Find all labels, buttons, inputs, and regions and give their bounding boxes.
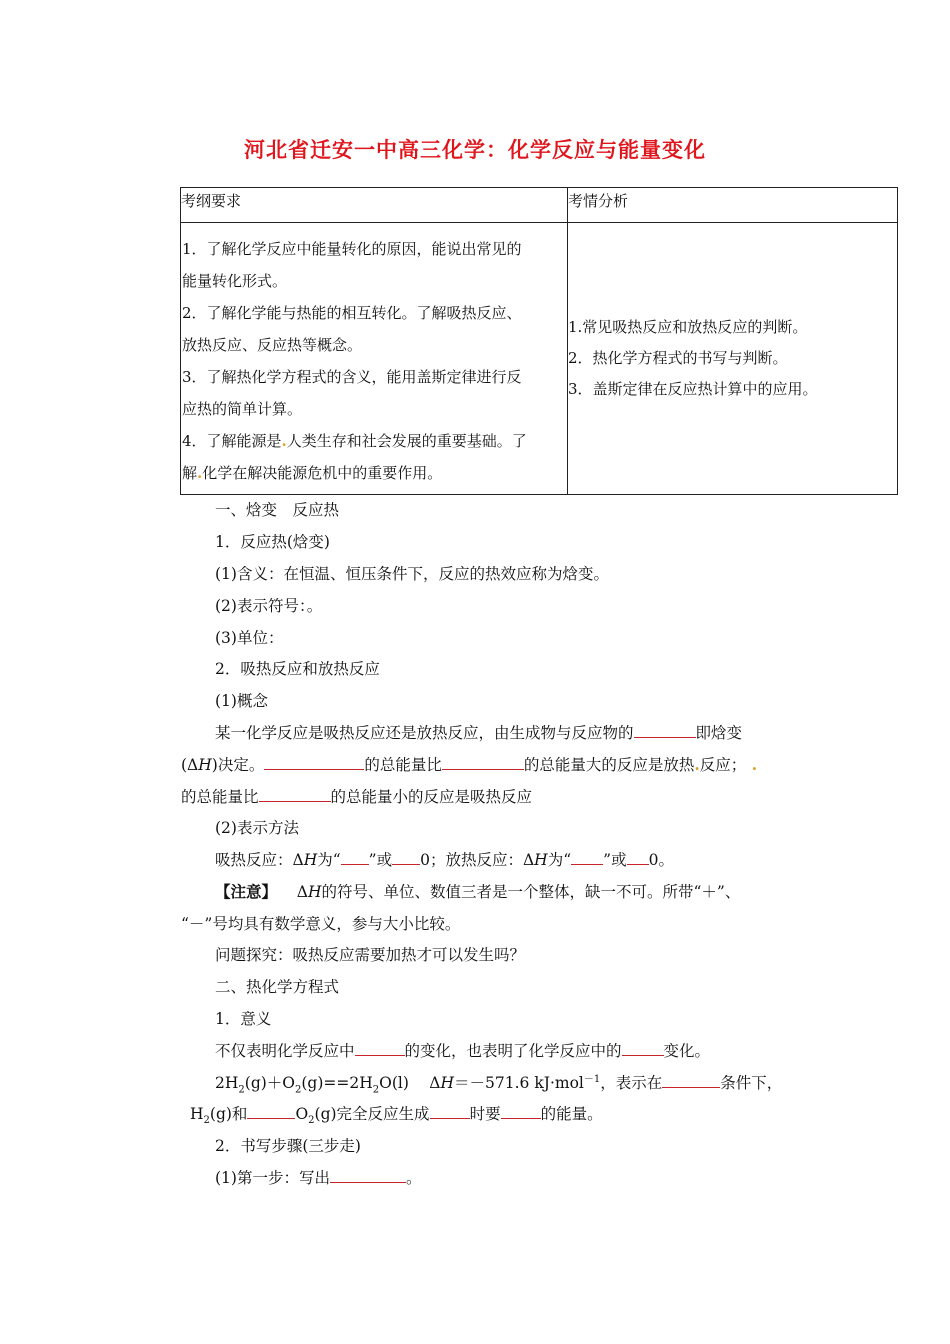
analysis-cell bbox=[568, 223, 898, 495]
requirements-cell bbox=[181, 223, 568, 495]
dot-mark: . bbox=[746, 755, 758, 774]
requirement-line: 4．了解能源是.人类生存和社会发展的重要基础。了 bbox=[182, 432, 527, 450]
fill-blank bbox=[622, 1039, 664, 1056]
fill-blank bbox=[571, 848, 603, 865]
requirement-line: 能量转化形式。 bbox=[182, 272, 288, 290]
equation-line: $2H_2(g)+O_2(g)==2H_2O(l)$ ΔH＝－571.6 kJ·mol$^{-1}$，表示在 条件下， bbox=[215, 1070, 782, 1095]
paragraph: (2)表示符号：。 bbox=[215, 597, 323, 615]
fill-blank bbox=[662, 1071, 720, 1088]
requirement-line: 3．了解热化学方程式的含义，能用盖斯定律进行反 bbox=[182, 368, 522, 386]
fill-blank bbox=[247, 1102, 295, 1119]
paragraph: (ΔH)决定。 的总能量比 的总能量大的反应是放热.反应； . bbox=[181, 755, 758, 774]
fill-blank bbox=[430, 1102, 470, 1119]
analysis-line: 2．热化学方程式的书写与判断。 bbox=[568, 349, 788, 367]
subheading: 1．意义 bbox=[215, 1010, 272, 1028]
fill-blank bbox=[355, 1039, 405, 1056]
dot-mark: . bbox=[197, 464, 203, 482]
analysis-line: 1.常见吸热反应和放热反应的判断。 bbox=[568, 318, 808, 336]
paragraph: (1)概念 bbox=[215, 692, 268, 710]
paragraph: 吸热反应：ΔH为“ ”或 0；放热反应：ΔH为“ ”或 0。 bbox=[215, 848, 674, 870]
page-title: 河北省迁安一中高三化学：化学反应与能量变化 bbox=[244, 138, 706, 162]
fill-blank bbox=[264, 753, 364, 770]
question: 问题探究：吸热反应需要加热才可以发生吗？ bbox=[215, 946, 526, 964]
dot-mark: . bbox=[281, 432, 287, 450]
requirement-line: 应热的简单计算。 bbox=[182, 400, 303, 418]
fill-blank bbox=[392, 848, 420, 865]
paragraph: 某一化学反应是吸热反应还是放热反应，由生成物与反应物的 即焓变 bbox=[215, 721, 742, 743]
requirement-line: 2．了解化学能与热能的相互转化。了解吸热反应、 bbox=[182, 304, 522, 322]
subheading: (2)表示方法 bbox=[215, 819, 299, 837]
fill-blank bbox=[634, 721, 696, 738]
requirement-line: 放热反应、反应热等概念。 bbox=[182, 336, 363, 354]
section-heading-2: 二、热化学方程式 bbox=[215, 978, 340, 996]
paragraph: $H_2(g)$和 $O_2(g)$完全反应生成 时要 的能量。 bbox=[190, 1102, 603, 1126]
fill-blank bbox=[259, 785, 331, 802]
requirement-line: 解.化学在解决能源危机中的重要作用。 bbox=[182, 464, 443, 482]
section-heading-1: 一、焓变 反应热 bbox=[215, 501, 340, 519]
note-paragraph: 【注意】 ΔH的符号、单位、数值三者是一个整体，缺一不可。所带“＋”、 bbox=[215, 882, 741, 901]
note-paragraph: “－”号均具有数学意义，参与大小比较。 bbox=[181, 915, 461, 933]
subheading: 2．吸热反应和放热反应 bbox=[215, 660, 380, 678]
analysis-line: 3．盖斯定律在反应热计算中的应用。 bbox=[568, 380, 818, 398]
paragraph: 的总能量比 的总能量小的反应是吸热反应 bbox=[181, 785, 532, 807]
paragraph: (1)含义：在恒温、恒压条件下，反应的热效应称为焓变。 bbox=[215, 565, 609, 583]
table-header-analysis: 考情分析 bbox=[568, 188, 898, 223]
fill-blank bbox=[330, 1166, 406, 1183]
requirements-table bbox=[180, 187, 898, 495]
fill-blank bbox=[341, 848, 369, 865]
paragraph: 不仅表明化学反应中 的变化，也表明了化学反应中的 变化。 bbox=[215, 1039, 710, 1061]
paragraph: (3)单位： bbox=[215, 629, 284, 647]
requirement-line: 1．了解化学反应中能量转化的原因，能说出常见的 bbox=[182, 240, 522, 258]
subheading: 2．书写步骤(三步走) bbox=[215, 1137, 361, 1155]
subheading: 1．反应热(焓变) bbox=[215, 533, 330, 551]
fill-blank bbox=[442, 753, 524, 770]
fill-blank bbox=[501, 1102, 541, 1119]
fill-blank bbox=[627, 848, 649, 865]
paragraph: (1)第一步：写出 。 bbox=[215, 1166, 421, 1188]
dot-mark: . bbox=[694, 755, 700, 774]
table-header-requirements: 考纲要求 bbox=[181, 188, 568, 223]
